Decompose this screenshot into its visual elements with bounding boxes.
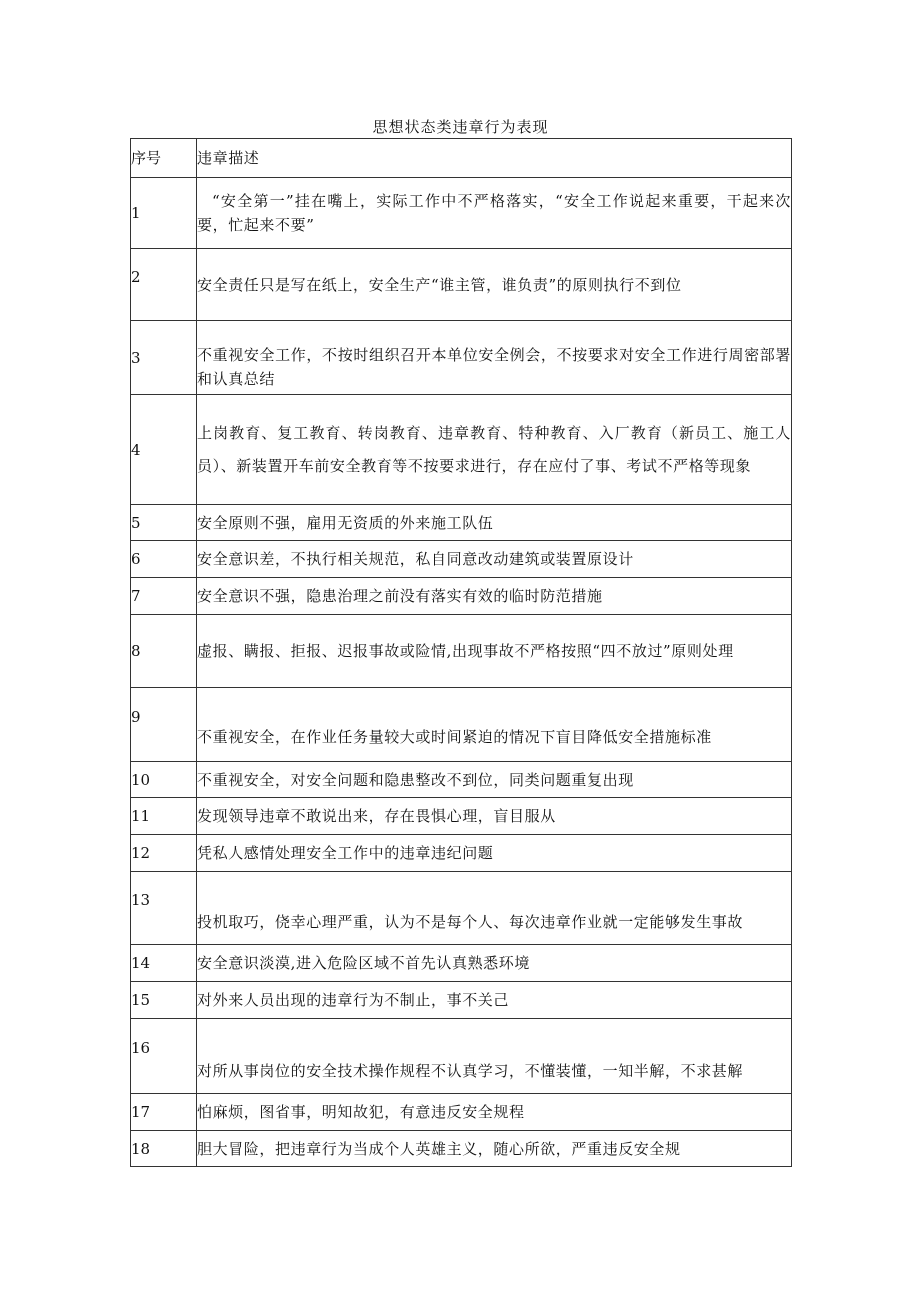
row-desc: 凭私人感情处理安全工作中的违章违纪问题: [197, 835, 792, 872]
table-row: [131, 1094, 792, 1131]
header-num: 序号: [131, 139, 197, 178]
row-num: 10: [131, 762, 197, 798]
row-desc: 安全意识差，不执行相关规范，私自同意改动建筑或装置原设计: [197, 541, 792, 578]
row-num: 15: [131, 982, 197, 1019]
row-num: 8: [131, 615, 197, 688]
row-desc: 安全原则不强，雇用无资质的外来施工队伍: [197, 505, 792, 541]
row-num: 16: [131, 1019, 197, 1094]
table-row: [131, 505, 792, 541]
table-row: [131, 578, 792, 615]
row-num: 13: [131, 872, 197, 945]
row-desc: 安全意识淡漠,进入危险区域不首先认真熟悉环境: [197, 945, 792, 982]
row-num: 4: [131, 395, 197, 505]
table-row: [131, 982, 792, 1019]
table-row: [131, 872, 792, 945]
row-num: 2: [131, 249, 197, 321]
row-num: 3: [131, 321, 197, 395]
row-num: 14: [131, 945, 197, 982]
table-row: [131, 1131, 792, 1167]
row-desc: 上岗教育、复工教育、转岗教育、违章教育、特种教育、入厂教育（新员工、施工人员）、新装置开车前安全教育等不按要求进行，存在应付了事、考试不严格等现象: [197, 395, 792, 505]
row-desc: 不重视安全，在作业任务量较大或时间紧迫的情况下盲目降低安全措施标准: [197, 688, 792, 762]
table-row: [131, 798, 792, 835]
row-num: 6: [131, 541, 197, 578]
row-desc: 虚报、瞒报、拒报、迟报事故或险情,出现事故不严格按照“四不放过”原则处理: [197, 615, 792, 688]
row-num: 17: [131, 1094, 197, 1131]
table-row: [131, 321, 792, 395]
table-row: [131, 249, 792, 321]
table-row: [131, 688, 792, 762]
row-desc: “安全第一”挂在嘴上，实际工作中不严格落实，“安全工作说起来重要，干起来次要，忙起来不要”: [197, 178, 792, 249]
row-desc: 不重视安全工作，不按时组织召开本单位安全例会，不按要求对安全工作进行周密部署和认真总结: [197, 321, 792, 395]
row-num: 18: [131, 1131, 197, 1167]
row-desc: 安全意识不强，隐患治理之前没有落实有效的临时防范措施: [197, 578, 792, 615]
table-row: [131, 945, 792, 982]
table-row: [131, 1019, 792, 1094]
row-desc: 胆大冒险，把违章行为当成个人英雄主义，随心所欲，严重违反安全规: [197, 1131, 792, 1167]
row-num: 9: [131, 688, 197, 762]
row-desc: 发现领导违章不敢说出来，存在畏惧心理，盲目服从: [197, 798, 792, 835]
table-row: [131, 762, 792, 798]
row-desc: 投机取巧，侥幸心理严重，认为不是每个人、每次违章作业就一定能够发生事故: [197, 872, 792, 945]
table-row: [131, 395, 792, 505]
table-row: [131, 541, 792, 578]
row-desc: 怕麻烦，图省事，明知故犯，有意违反安全规程: [197, 1094, 792, 1131]
row-num: 12: [131, 835, 197, 872]
row-desc: 对所从事岗位的安全技术操作规程不认真学习，不懂装懂，一知半解，不求甚解: [197, 1019, 792, 1094]
header-desc: 违章描述: [197, 139, 792, 178]
table-row: [131, 615, 792, 688]
row-num: 1: [131, 178, 197, 249]
table-row: [131, 178, 792, 249]
row-desc: 安全责任只是写在纸上，安全生产“谁主管，谁负责”的原则执行不到位: [197, 249, 792, 321]
row-desc: 对外来人员出现的违章行为不制止，事不关己: [197, 982, 792, 1019]
row-num: 7: [131, 578, 197, 615]
violations-table: [130, 138, 792, 1167]
row-num: 5: [131, 505, 197, 541]
page-title: 思想状态类违章行为表现: [372, 118, 549, 136]
row-num: 11: [131, 798, 197, 835]
table-header-row: [131, 139, 792, 178]
row-desc: 不重视安全，对安全问题和隐患整改不到位，同类问题重复出现: [197, 762, 792, 798]
table-row: [131, 835, 792, 872]
